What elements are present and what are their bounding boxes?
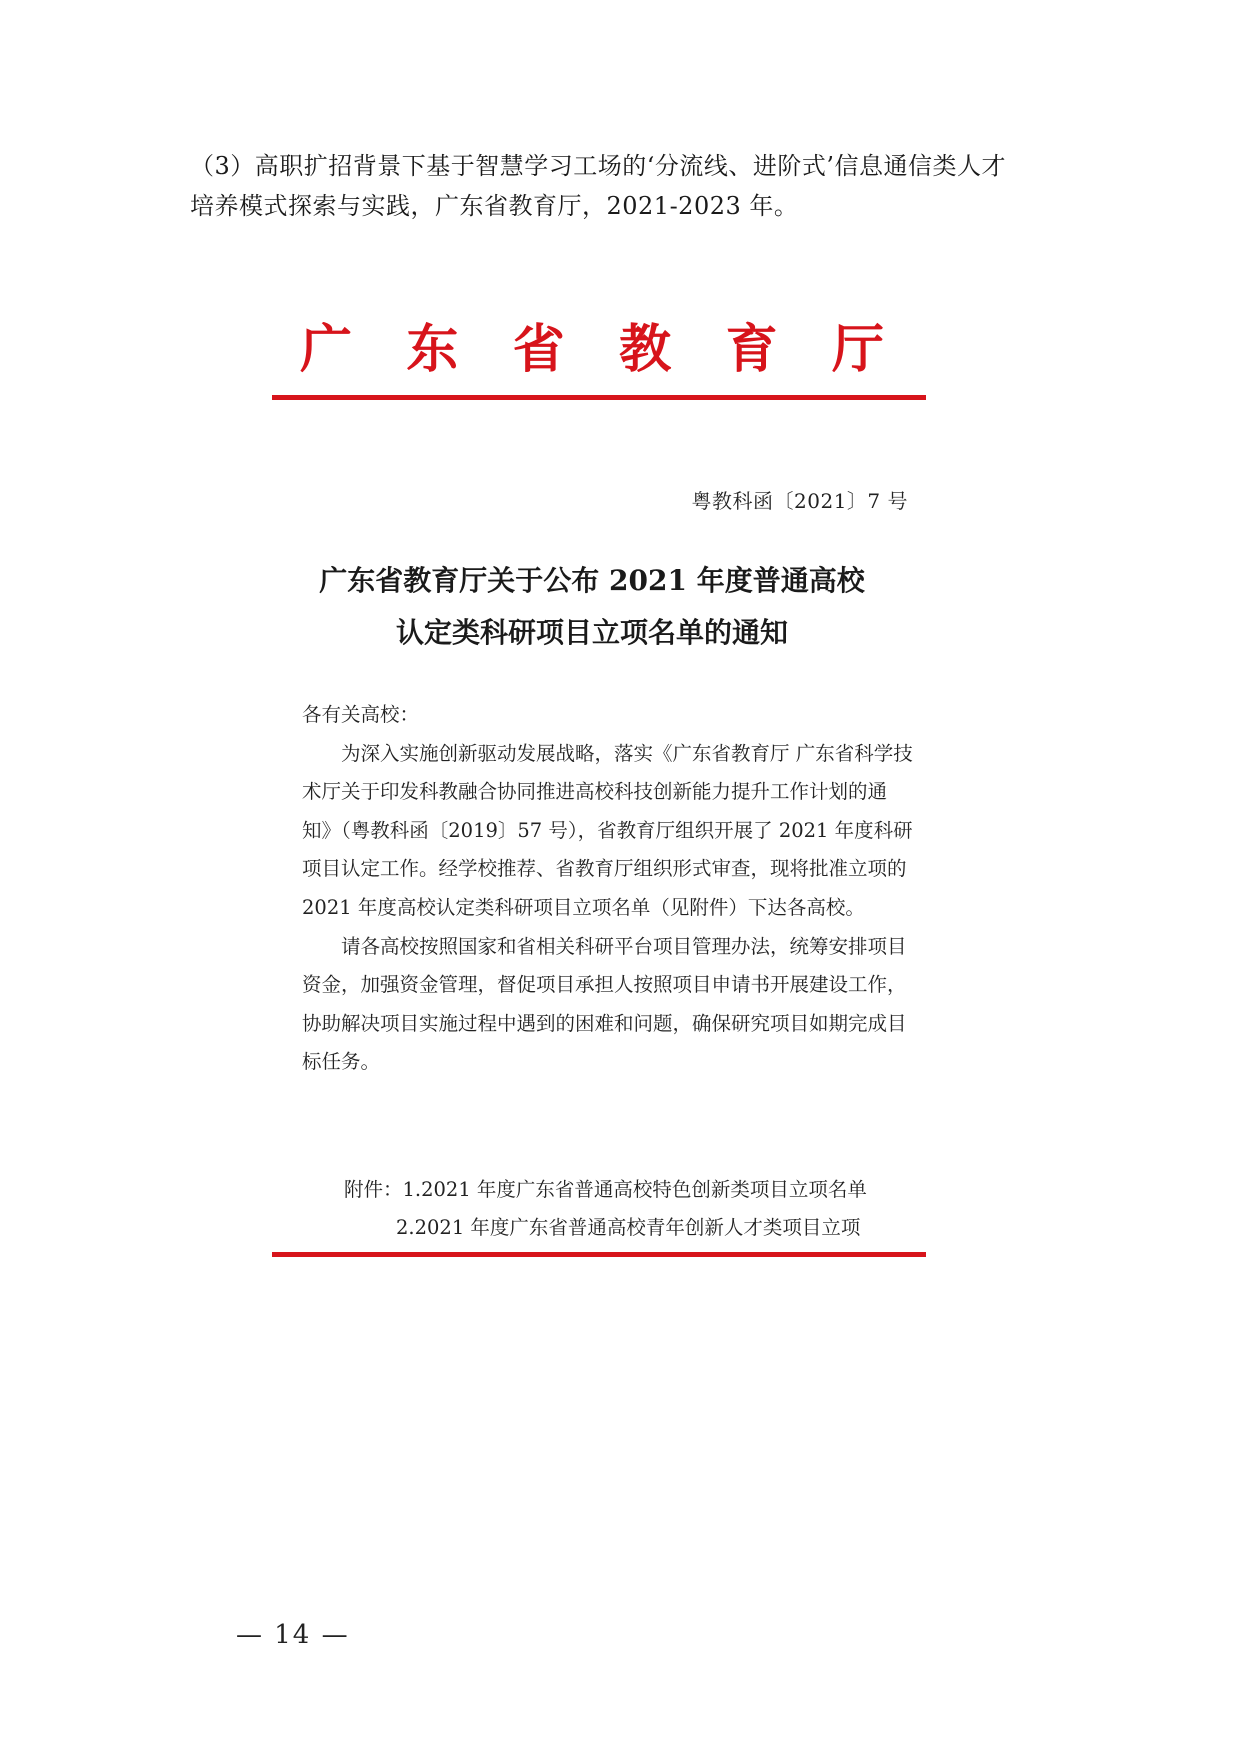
attachment-item-2: 2.2021 年度广东省普通高校青年创新人才类项目立项 bbox=[396, 1216, 861, 1239]
intro-text bbox=[190, 146, 1070, 226]
salutation: 各有关高校： bbox=[302, 703, 420, 726]
intro-line-1: （3）高职扩招背景下基于智慧学习工场的‘分流线、进阶式’信息通信类人才 bbox=[190, 152, 1007, 180]
letterhead-char: 厅 bbox=[831, 319, 884, 380]
letterhead-char: 广 bbox=[300, 319, 353, 380]
letterhead-divider-bottom bbox=[272, 1252, 926, 1257]
notice-title-line-1: 广东省教育厅关于公布 2021 年度普通高校 bbox=[319, 564, 865, 597]
page-number: — 14 — bbox=[236, 1620, 350, 1650]
notice-body bbox=[302, 696, 914, 1082]
intro-line-2: 培养模式探索与实践，广东省教育厅，2021-2023 年。 bbox=[190, 192, 799, 220]
attachment-item-1: 附件：1.2021 年度广东省普通高校特色创新类项目立项名单 bbox=[344, 1178, 867, 1201]
letterhead-char: 教 bbox=[619, 319, 672, 380]
letterhead-char: 育 bbox=[725, 319, 778, 380]
letterhead-divider-top bbox=[272, 395, 926, 400]
scanned-notice bbox=[262, 300, 922, 1280]
letterhead-char: 东 bbox=[406, 319, 459, 380]
notice-title-line-2: 认定类科研项目立项名单的通知 bbox=[395, 616, 788, 649]
notice-paragraph-2: 请各高校按照国家和省相关科研平台项目管理办法，统筹安排项目资金，加强资金管理，督促项目承担人按照项目申请书开展建设工作，协助解决项目实施过程中遇到的困难和问题，确保研究项目如期完成目标任务。 bbox=[302, 934, 907, 1074]
letterhead-char: 省 bbox=[512, 319, 565, 380]
attachments bbox=[344, 1171, 919, 1247]
letterhead-title bbox=[262, 320, 922, 380]
document-number: 粤教科函〔2021〕7 号 bbox=[691, 489, 908, 513]
notice-paragraph-1: 为深入实施创新驱动发展战略，落实《广东省教育厅 广东省科学技术厅关于印发科教融合协同推进高校科技创新能力提升工作计划的通知》（粤教科函〔2019〕57 号），省教育厅组织开展了 2021 年度科研项目认定工作。经学校推荐、省教育厅组织形式审查，现将批准立项的 2021 年度高校认定类科研项目立项名单（见附件）下达各高校。 bbox=[302, 741, 913, 919]
notice-title bbox=[262, 555, 922, 659]
